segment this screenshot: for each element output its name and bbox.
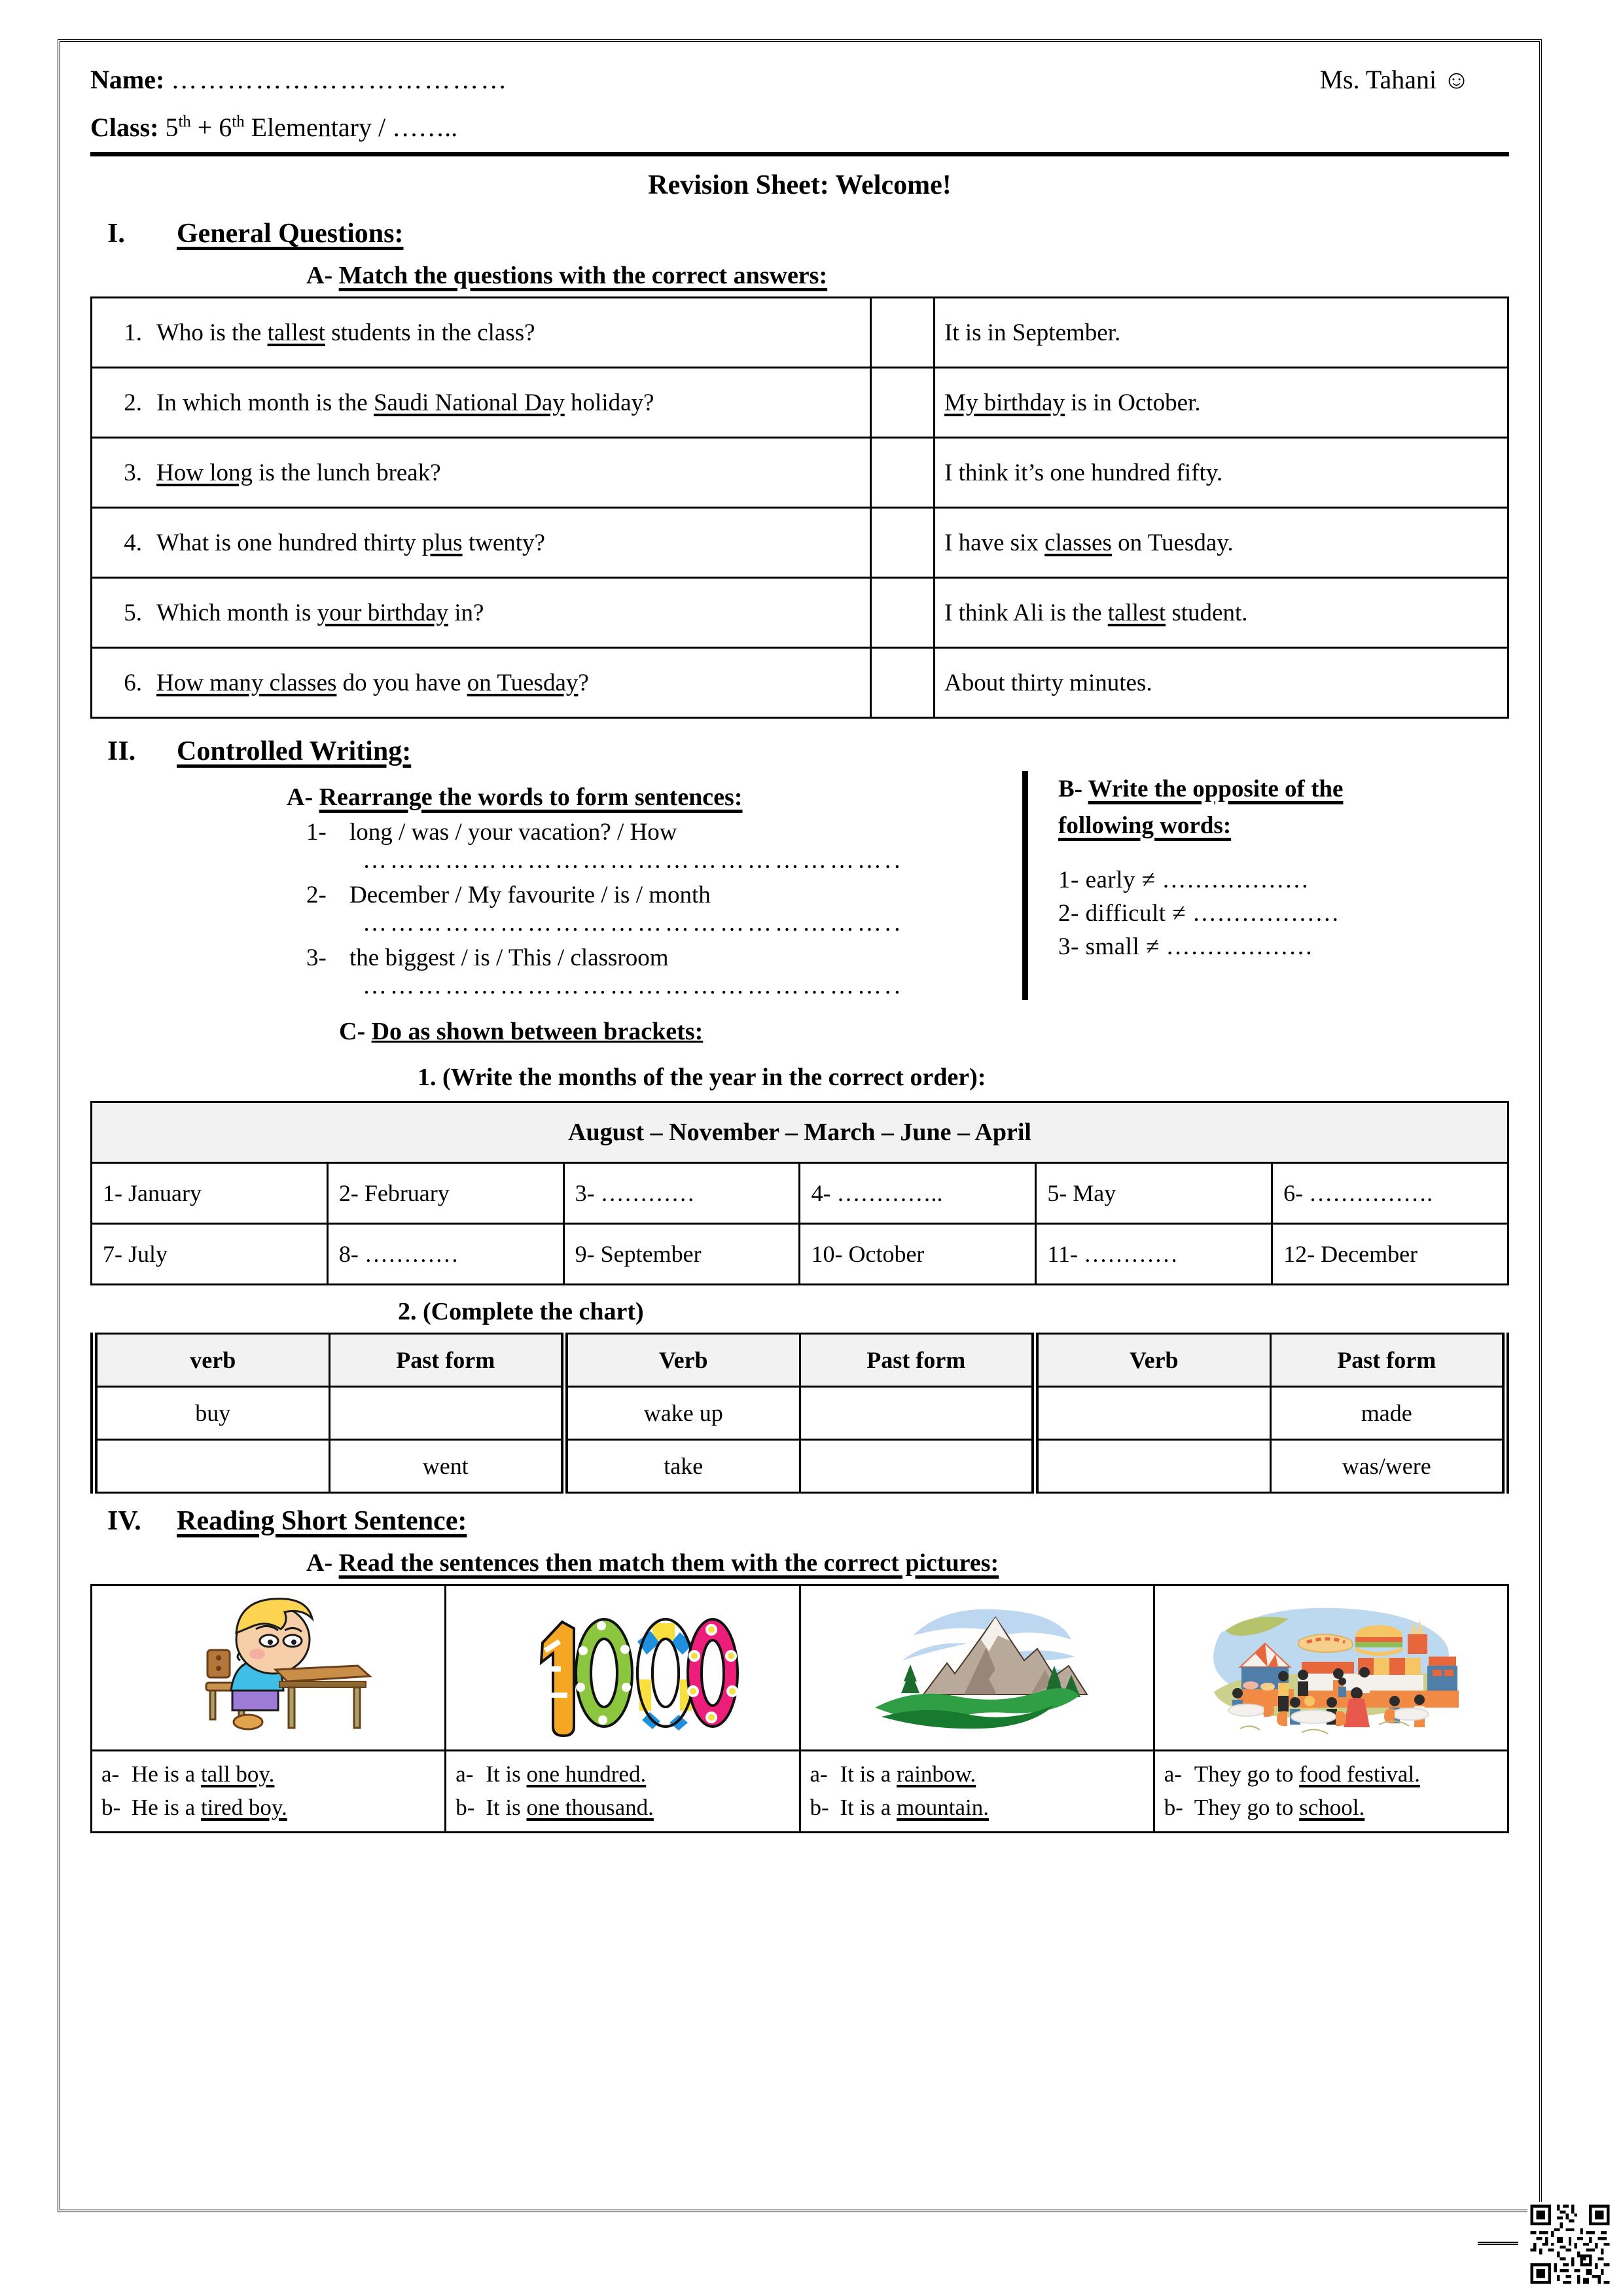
option-text: It is [486,1761,527,1787]
caption-option-b[interactable] [455,1791,789,1825]
answer-cell-2[interactable] [935,368,1508,438]
question-keyword: How long [156,459,253,486]
past-header-2: Past form [800,1334,1035,1387]
match-gap-cell-4[interactable] [871,508,935,578]
table-row[interactable] [92,298,1508,368]
option-text: They go to [1194,1761,1300,1787]
answer-text-pre: It is in September. [944,319,1121,346]
option-text: They go to [1194,1794,1300,1820]
option-text: It is a [840,1794,897,1820]
name-label: Name: [90,65,165,94]
answer-cell-4[interactable] [935,508,1508,578]
question-text-post: do you have [336,669,467,696]
task-chart-label: 2. (Complete the chart) [398,1298,644,1325]
option-keyword: food festival. [1299,1761,1420,1787]
table-row [94,1334,1506,1387]
match-gap-cell-5[interactable] [871,578,935,648]
question-keyword: your birthday [317,599,448,626]
section-heading-controlled-writing [90,736,1509,767]
list-item [306,944,1007,972]
option-keyword: tall boy. [200,1761,275,1787]
caption-option-a[interactable] [1164,1758,1498,1791]
opposite-item-1[interactable]: 1- early ≠ ……………… [1058,867,1310,893]
instruction-match-prefix: A- [306,262,339,289]
option-text: It is [486,1794,527,1820]
section-label-general-questions: General Questions: [177,219,404,249]
caption-option-a[interactable] [810,1758,1144,1791]
verb-cell-r2c2[interactable]: went [329,1440,565,1493]
question-text-pre: Which month is [156,599,317,626]
instruction-match-text: Match the questions with the correct answers: [338,262,828,289]
class-label: Class: [90,113,159,142]
answer-blank-2[interactable]: ………………………………………………….. [363,910,904,937]
month-cell-6[interactable]: 6- ……………. [1272,1163,1508,1224]
mountain-landscape-image [866,1595,1088,1740]
question-cell-3[interactable] [92,438,871,508]
question-text-post-2: ? [578,669,589,696]
verb-cell-r2c6[interactable]: was/were [1270,1440,1506,1493]
months-scrambled-banner: August – November – March – June – April [92,1102,1508,1163]
item-text: December / My favourite / is / month [349,882,711,908]
section-numeral-iv: IV. [107,1506,141,1536]
class-value-pre: 5 [165,113,179,142]
answer-text-pre: I think it’s one hundred fifty. [944,459,1223,486]
picture-matching-table [90,1584,1509,1833]
month-cell-1[interactable]: 1- January [92,1163,328,1224]
verb-cell-r2c4[interactable] [800,1440,1035,1493]
month-cell-9[interactable]: 9- September [563,1224,800,1285]
answer-keyword: My birthday [944,389,1065,416]
verb-cell-r2c5[interactable] [1035,1440,1271,1493]
past-header-1: Past form [329,1334,565,1387]
match-gap-cell-6[interactable] [871,648,935,718]
instruction-opposites-line1: Write the opposite of the [1088,776,1344,802]
caption-cell-3[interactable] [800,1751,1154,1833]
question-text-post: twenty? [462,529,545,556]
picture-cell-1[interactable] [92,1585,446,1751]
picture-cell-2[interactable] [446,1585,800,1751]
caption-option-a[interactable] [101,1758,435,1791]
caption-option-a[interactable] [455,1758,789,1791]
option-label: b- [1164,1794,1183,1820]
question-text-post: holiday? [564,389,654,416]
month-cell-5[interactable]: 5- May [1036,1163,1272,1224]
verb-cell-r1c5[interactable] [1035,1387,1271,1440]
option-text: He is a [132,1761,201,1787]
verb-cell-r1c3[interactable]: wake up [565,1387,800,1440]
footer-dash [1478,2242,1518,2245]
option-keyword: school. [1299,1794,1365,1820]
table-row[interactable] [92,1224,1508,1285]
answer-text-pre: About thirty minutes. [944,669,1152,696]
question-keyword: Saudi National Day [373,389,565,416]
verb-chart-table [90,1333,1509,1494]
question-text-pre: In which month is the [156,389,374,416]
worksheet-page [58,39,1542,2212]
question-text-post: in? [448,599,484,626]
question-cell-2[interactable] [92,368,871,438]
page-title: Revision Sheet: Welcome! [648,170,952,200]
option-keyword: tired boy. [200,1794,287,1820]
opposite-item-2[interactable]: 2- difficult ≠ ……………… [1058,900,1340,927]
table-row[interactable] [92,438,1508,508]
question-number: 5. [124,599,142,626]
option-text: It is a [840,1761,897,1787]
month-cell-7[interactable]: 7- July [92,1224,328,1285]
month-cell-12[interactable]: 12- December [1272,1224,1508,1285]
opposites-column [1022,771,1509,1000]
section-label-reading: Reading Short Sentence: [177,1506,467,1536]
header-divider [90,152,1509,156]
opposite-item-3[interactable]: 3- small ≠ ……………… [1058,933,1313,960]
class-ordinal-2: th [232,113,245,131]
question-number: 2. [124,389,142,416]
caption-option-b[interactable] [810,1791,1144,1825]
instruction-brackets-text: Do as shown between brackets: [371,1018,704,1045]
task-months-label: 1. (Write the months of the year in the correct order): [418,1064,986,1091]
picture-cell-4[interactable] [1154,1585,1508,1751]
matching-table [90,296,1509,719]
question-keyword: plus [421,529,463,556]
item-text: the biggest / is / This / classroom [349,944,669,971]
question-number: 1. [124,319,142,346]
rearrange-list [306,818,1007,1000]
option-label: b- [101,1794,121,1820]
answer-keyword: classes [1044,529,1112,556]
answer-text-post: student. [1166,599,1248,626]
answer-text-pre: I have six [944,529,1045,556]
option-label: a- [810,1761,828,1787]
list-item [306,881,1007,909]
month-cell-10[interactable]: 10- October [800,1224,1036,1285]
option-keyword: rainbow. [897,1761,976,1787]
question-cell-6[interactable] [92,648,871,718]
verb-cell-r2c3[interactable]: take [565,1440,800,1493]
answer-text-pre: I think Ali is the [944,599,1108,626]
teacher-name: Ms. Tahani ☺ [1319,65,1470,94]
answer-text-post: on Tuesday. [1111,529,1234,556]
match-gap-cell-3[interactable] [871,438,935,508]
instruction-match [306,261,1509,290]
qr-code[interactable] [1527,2202,1613,2287]
item-number: 2- [306,882,327,908]
question-cell-1[interactable] [92,298,871,368]
rearrange-column [90,771,1007,1000]
instruction-brackets-prefix: C- [339,1018,372,1045]
answer-text-post: is in October. [1064,389,1201,416]
table-row [92,1102,1508,1163]
item-text: long / was / your vacation? / How [349,819,677,846]
option-keyword: one hundred. [526,1761,647,1787]
question-cell-5[interactable] [92,578,871,648]
instruction-opposites-line2: following words: [1058,812,1232,839]
table-row[interactable] [92,648,1508,718]
name-blank[interactable]: ……………………………… [171,65,509,94]
table-row[interactable] [94,1440,1506,1493]
months-table [90,1101,1509,1285]
question-text-pre: Who is the [156,319,268,346]
table-row [92,1751,1508,1833]
option-label: a- [1164,1761,1182,1787]
class-value-post[interactable]: Elementary / …….. [244,113,458,142]
instruction-pictures-prefix: A- [306,1549,339,1577]
answer-cell-6[interactable] [935,648,1508,718]
option-keyword: one thousand. [526,1794,654,1820]
question-number: 6. [124,669,142,696]
question-text-post: is the lunch break? [252,459,441,486]
picture-cell-3[interactable] [800,1585,1154,1751]
food-festival-image [1204,1594,1459,1742]
verb-cell-r1c1[interactable]: buy [94,1387,330,1440]
instruction-pictures-text: Read the sentences then match them with the correct pictures: [338,1549,999,1577]
instruction-rearrange [287,783,1007,812]
instruction-brackets [339,1017,1509,1046]
class-plus: + 6 [190,113,232,142]
question-cell-4[interactable] [92,508,871,578]
answer-cell-3[interactable] [935,438,1508,508]
caption-cell-1[interactable] [92,1751,446,1833]
verb-cell-r1c4[interactable] [800,1387,1035,1440]
table-row[interactable] [92,368,1508,438]
question-keyword-2: on Tuesday [467,669,579,696]
caption-cell-4[interactable] [1154,1751,1508,1833]
month-cell-8[interactable]: 8- ………… [327,1224,563,1285]
question-text-post: students in the class? [325,319,535,346]
instruction-rearrange-prefix: A- [287,783,319,811]
month-cell-11[interactable]: 11- ………… [1036,1224,1272,1285]
section-label-controlled-writing: Controlled Writing: [177,736,412,766]
question-number: 3. [124,459,142,486]
item-number: 3- [306,944,327,971]
table-row[interactable] [92,578,1508,648]
verb-header-2: Verb [565,1334,800,1387]
month-cell-3[interactable]: 3- ………… [563,1163,800,1224]
answer-blank-3[interactable]: ………………………………………………….. [363,973,904,999]
match-gap-cell-2[interactable] [871,368,935,438]
answer-blank-1[interactable]: ………………………………………………….. [363,847,904,874]
caption-option-b[interactable] [1164,1791,1498,1825]
match-gap-cell-1[interactable] [871,298,935,368]
class-ordinal-1: th [178,113,191,131]
section-heading-general-questions [90,218,1509,249]
option-text: He is a [132,1794,201,1820]
writing-two-column-area [90,771,1509,1000]
table-row [92,1585,1508,1751]
verb-header-3: Verb [1035,1334,1271,1387]
question-keyword: tallest [267,319,325,346]
verb-cell-r1c6[interactable]: made [1270,1387,1506,1440]
option-label: a- [101,1761,120,1787]
answer-cell-1[interactable] [935,298,1508,368]
list-item [306,818,1007,846]
month-cell-4[interactable]: 4- ………….. [800,1163,1036,1224]
table-row[interactable] [92,508,1508,578]
class-field-line [90,112,1509,143]
option-keyword: mountain. [897,1794,989,1820]
question-number: 4. [124,529,142,556]
month-cell-2[interactable]: 2- February [327,1163,563,1224]
section-numeral-ii: II. [107,736,136,766]
table-row[interactable] [94,1387,1506,1440]
section-heading-reading [90,1505,1509,1537]
option-label: b- [455,1794,475,1820]
instruction-pictures [306,1549,1509,1577]
verb-header-1: verb [94,1334,330,1387]
instruction-rearrange-text: Rearrange the words to form sentences: [319,783,743,811]
worksheet-header [90,64,1509,95]
tired-boy-at-desk-image [160,1592,376,1743]
question-keyword: How many classes [156,669,337,696]
answer-cell-5[interactable] [935,578,1508,648]
name-field-line [90,64,508,95]
question-text-pre: What is one hundred thirty [156,529,422,556]
caption-cell-2[interactable] [446,1751,800,1833]
verb-cell-r1c2[interactable] [329,1387,565,1440]
caption-option-b[interactable] [101,1791,435,1825]
item-number: 1- [306,819,327,846]
number-one-thousand-image [505,1596,740,1740]
instruction-opposites [1058,771,1509,844]
instruction-opposites-prefix: B- [1058,776,1088,802]
past-header-3: Past form [1270,1334,1506,1387]
verb-cell-r2c1[interactable] [94,1440,330,1493]
option-label: b- [810,1794,829,1820]
table-row[interactable] [92,1163,1508,1224]
option-label: a- [455,1761,474,1787]
section-numeral-i: I. [107,219,125,249]
answer-keyword: tallest [1107,599,1166,626]
